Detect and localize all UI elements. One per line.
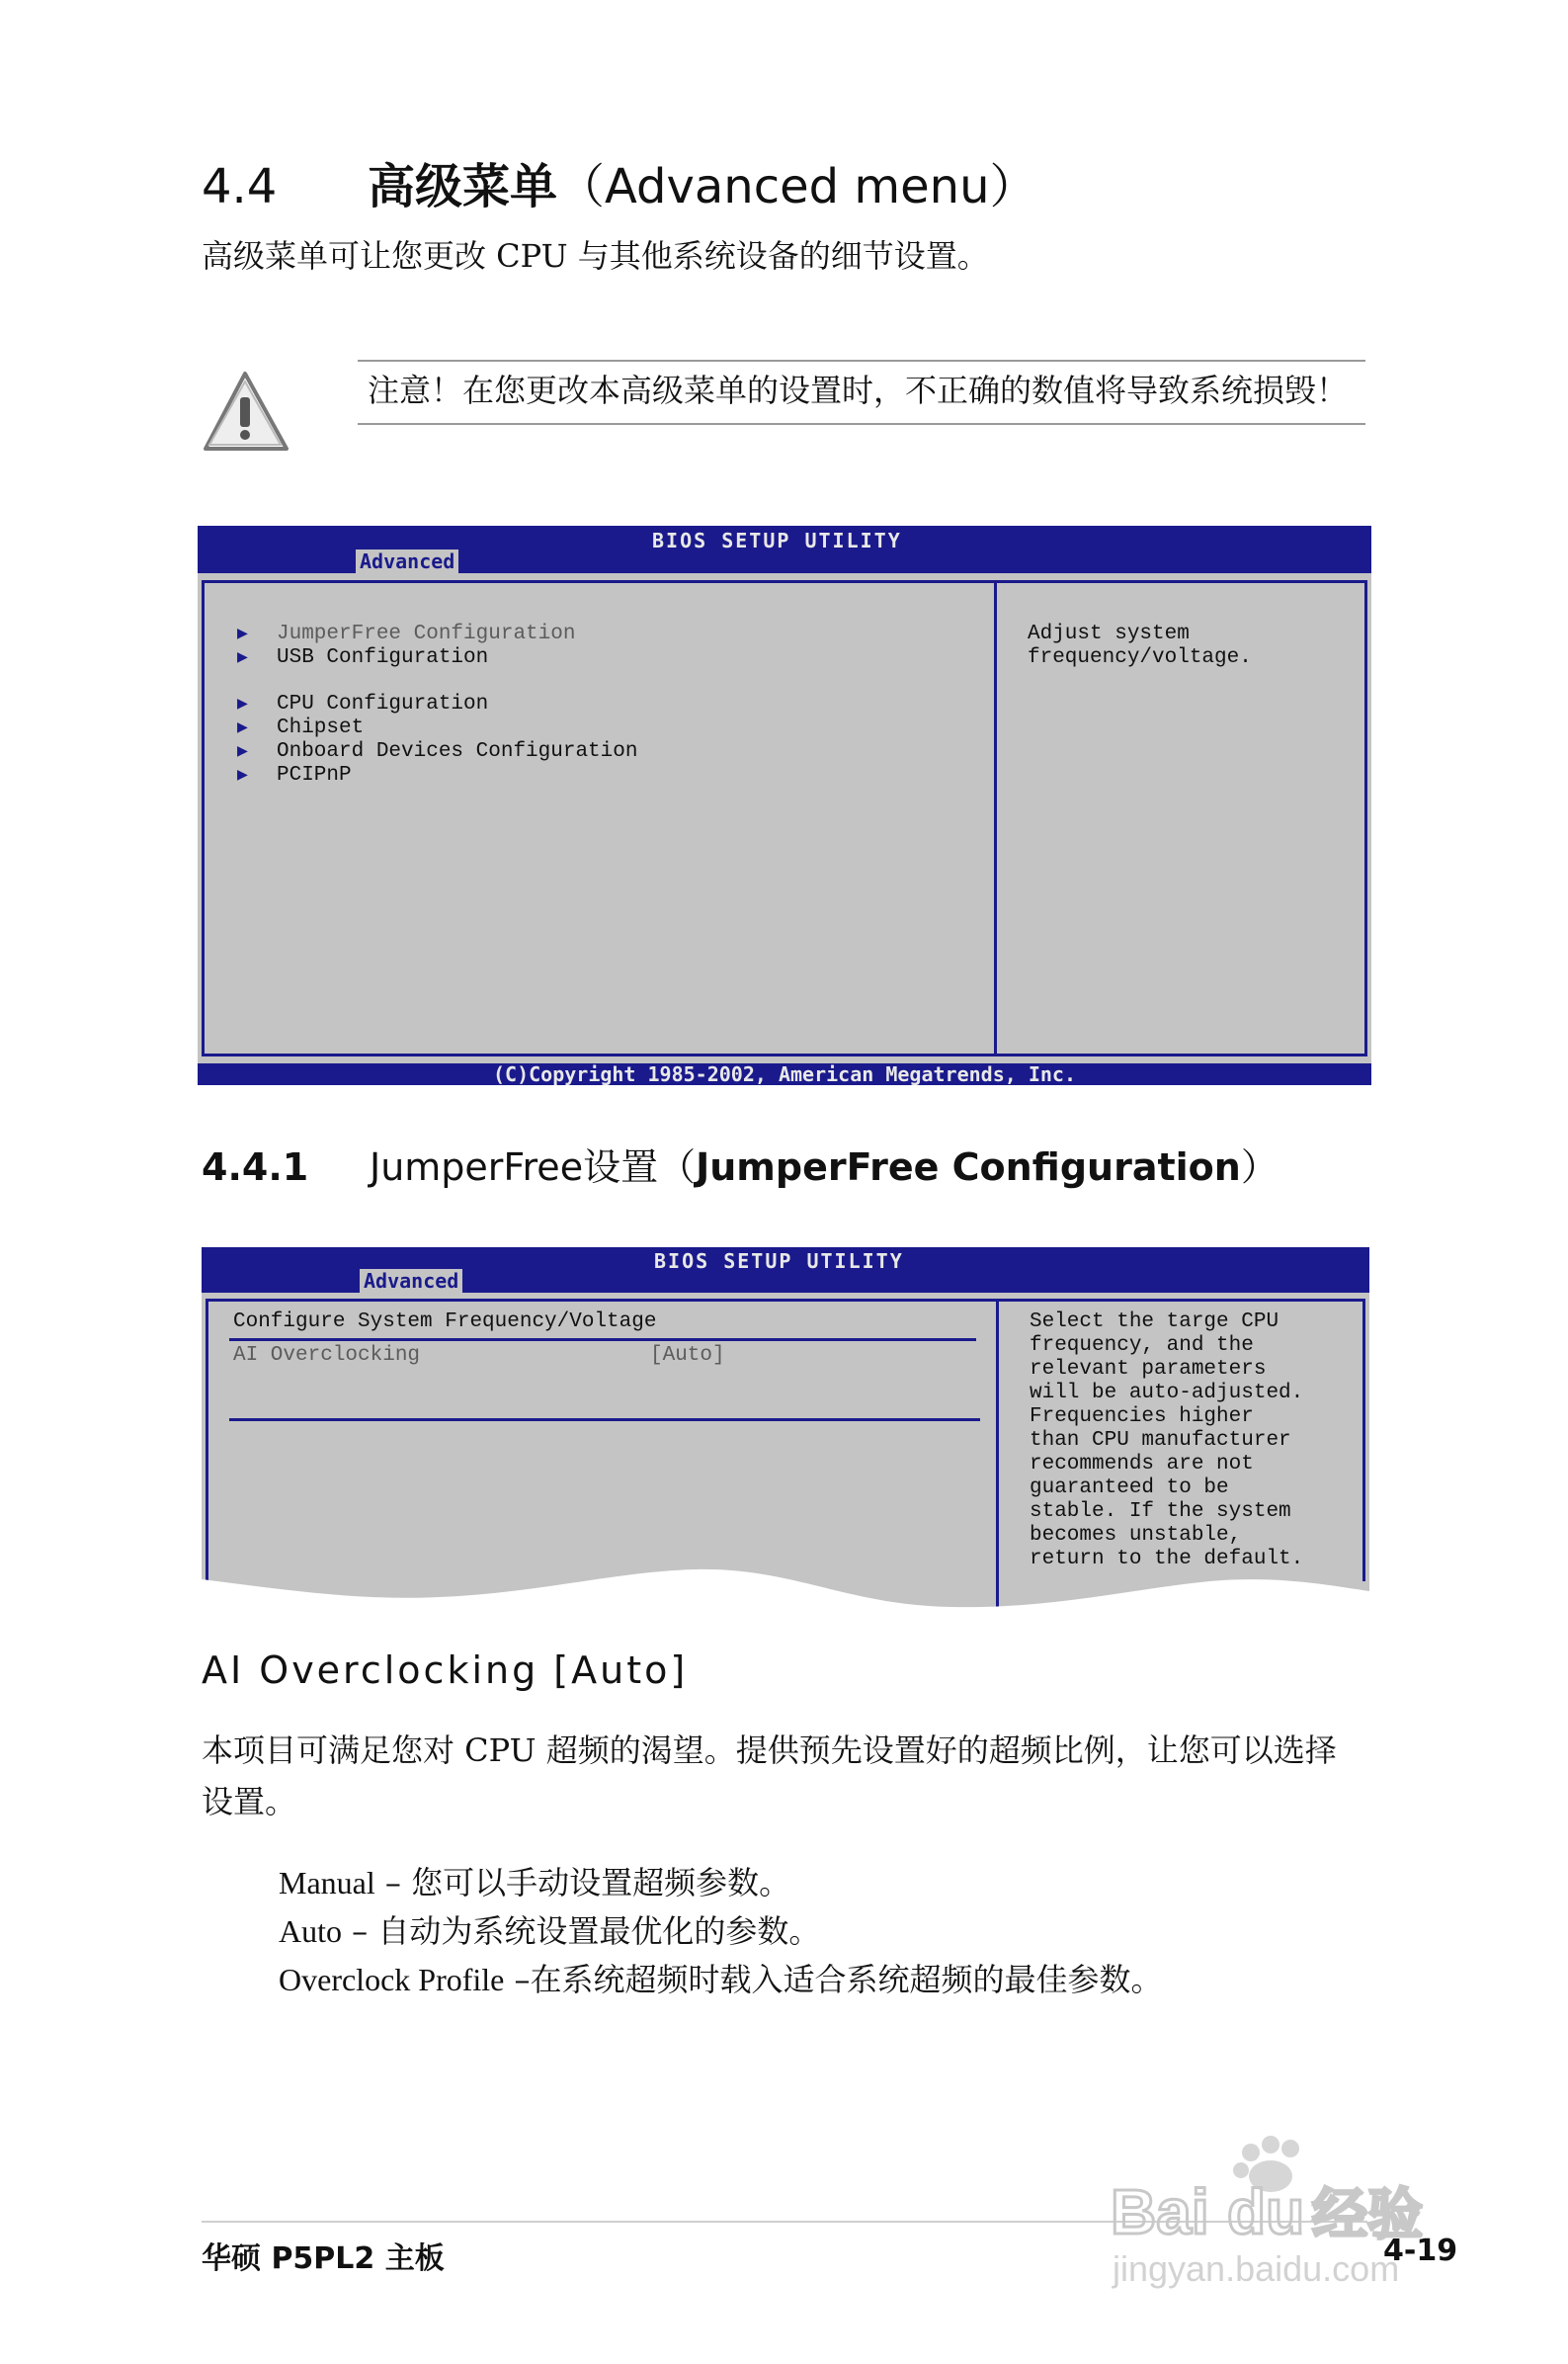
config-header: Configure System Frequency/Voltage (233, 1310, 657, 1333)
footer-product: 华硕 P5PL2 主板 (202, 2241, 445, 2276)
help-line: Select the targe CPU (1030, 1310, 1279, 1333)
bios-frame-right (1362, 1299, 1365, 1581)
items-rule (229, 1418, 980, 1421)
help-line: Adjust system (1028, 623, 1190, 645)
bios-frame-top (206, 1299, 1365, 1302)
option-name: Auto (279, 1913, 342, 1949)
submenu-arrow-icon: ▶ (237, 625, 248, 644)
menu-item-usb[interactable]: ▶ USB Configuration (237, 646, 489, 669)
notice-rule-top (358, 360, 1365, 362)
watermark-product: 经验 (1312, 2183, 1423, 2247)
menu-item-jumperfree[interactable]: ▶ JumperFree Configuration (237, 623, 576, 645)
option-desc: – 自动为系统设置最优化的参数。 (342, 1912, 821, 1950)
submenu-arrow-icon: ▶ (237, 718, 248, 738)
page-number: 4-19 (1383, 2234, 1458, 2268)
menu-item-onboard-devices[interactable]: ▶ Onboard Devices Configuration (237, 740, 638, 763)
bios-screen-advanced (198, 526, 1371, 1085)
help-line: will be auto-adjusted. (1030, 1382, 1304, 1404)
subsection-number: 4.4.1 (202, 1145, 309, 1189)
help-line: frequency/voltage. (1028, 646, 1252, 669)
header-rule (229, 1338, 976, 1341)
bios-tab-advanced[interactable]: Advanced (356, 549, 458, 573)
bios-copyright: (C)Copyright 1985-2002, American Megatrends, Inc. (198, 1063, 1371, 1085)
option-manual (279, 1858, 790, 1903)
menu-item-cpu[interactable]: ▶ CPU Configuration (237, 693, 489, 716)
bios-tab-advanced[interactable]: Advanced (360, 1269, 462, 1293)
help-line: than CPU manufacturer (1030, 1429, 1291, 1452)
subsection-title-c: ） (1240, 1145, 1279, 1189)
notice-text: 注意！在您更改本高级菜单的设置时，不正确的数值将导致系统损毁！ (368, 372, 1349, 409)
help-line: relevant parameters (1030, 1358, 1267, 1381)
warning-triangle-icon (200, 368, 290, 457)
watermark-brand2: du (1227, 2176, 1305, 2247)
watermark-url: jingyan.baidu.com (1113, 2248, 1400, 2289)
option-name: Manual (279, 1865, 375, 1900)
ai-overclocking-row[interactable] (233, 1344, 974, 1370)
ai-overclocking-value[interactable]: [Auto] (650, 1344, 725, 1367)
help-line: becomes unstable, (1030, 1524, 1242, 1547)
help-line: Frequencies higher (1030, 1405, 1254, 1428)
bios-title: BIOS SETUP UTILITY (654, 1249, 904, 1273)
bios-frame-left (206, 1299, 208, 1581)
help-line: return to the default. (1030, 1548, 1304, 1570)
option-desc: –在系统超频时载入适合系统超频的最佳参数。 (504, 1961, 1163, 1998)
submenu-arrow-icon: ▶ (237, 742, 248, 762)
help-line: frequency, and the (1030, 1334, 1254, 1357)
subsection-title-a: JumperFree设置（ (370, 1145, 697, 1189)
bios-screen-jumperfree (202, 1247, 1369, 1615)
section-intro: 高级菜单可让您更改 CPU 与其他系统设备的细节设置。 (202, 237, 989, 275)
subsection-title-b: JumperFree Configuration (696, 1145, 1241, 1189)
ai-description: 本项目可满足您对 CPU 超频的渴望。提供预先设置好的超频比例，让您可以选择设置。 (202, 1731, 1337, 1820)
torn-edge (202, 1562, 1369, 1617)
notice-rule-bottom (358, 423, 1365, 425)
menu-item-pcipnp[interactable]: ▶ PCIPnP (237, 764, 352, 787)
section-title-cn: 高级菜单 (368, 159, 558, 214)
help-line: guaranteed to be (1030, 1477, 1229, 1499)
watermark-brand: Bai (1111, 2176, 1209, 2247)
bios-title-bar (198, 526, 1371, 573)
menu-item-chipset[interactable]: ▶ Chipset (237, 717, 365, 739)
section-heading (202, 148, 1037, 216)
subsection-heading (202, 1137, 1279, 1191)
submenu-arrow-icon: ▶ (237, 766, 248, 786)
ai-overclocking-label: AI Overclocking (233, 1344, 421, 1367)
bios-divider (994, 580, 997, 1056)
option-name: Overclock Profile (279, 1962, 505, 1997)
help-line: recommends are not (1030, 1453, 1254, 1476)
bios-title-bar (202, 1247, 1369, 1293)
baidu-watermark-logo (1105, 2135, 1460, 2293)
option-auto (279, 1906, 820, 1952)
section-title-en: （Advanced menu） (557, 159, 1037, 214)
help-line: stable. If the system (1030, 1500, 1291, 1523)
bios-help-panel (1028, 623, 1252, 670)
option-overclock-profile (279, 1955, 1163, 2000)
option-desc: – 您可以手动设置超频参数。 (374, 1864, 791, 1901)
submenu-arrow-icon: ▶ (237, 648, 248, 668)
section-number: 4.4 (202, 159, 278, 214)
bios-menu-list (237, 623, 637, 788)
bios-title: BIOS SETUP UTILITY (652, 529, 902, 552)
bios-help-panel (1030, 1310, 1303, 1571)
ai-heading: AI Overclocking [Auto] (202, 1648, 689, 1692)
submenu-arrow-icon: ▶ (237, 695, 248, 715)
